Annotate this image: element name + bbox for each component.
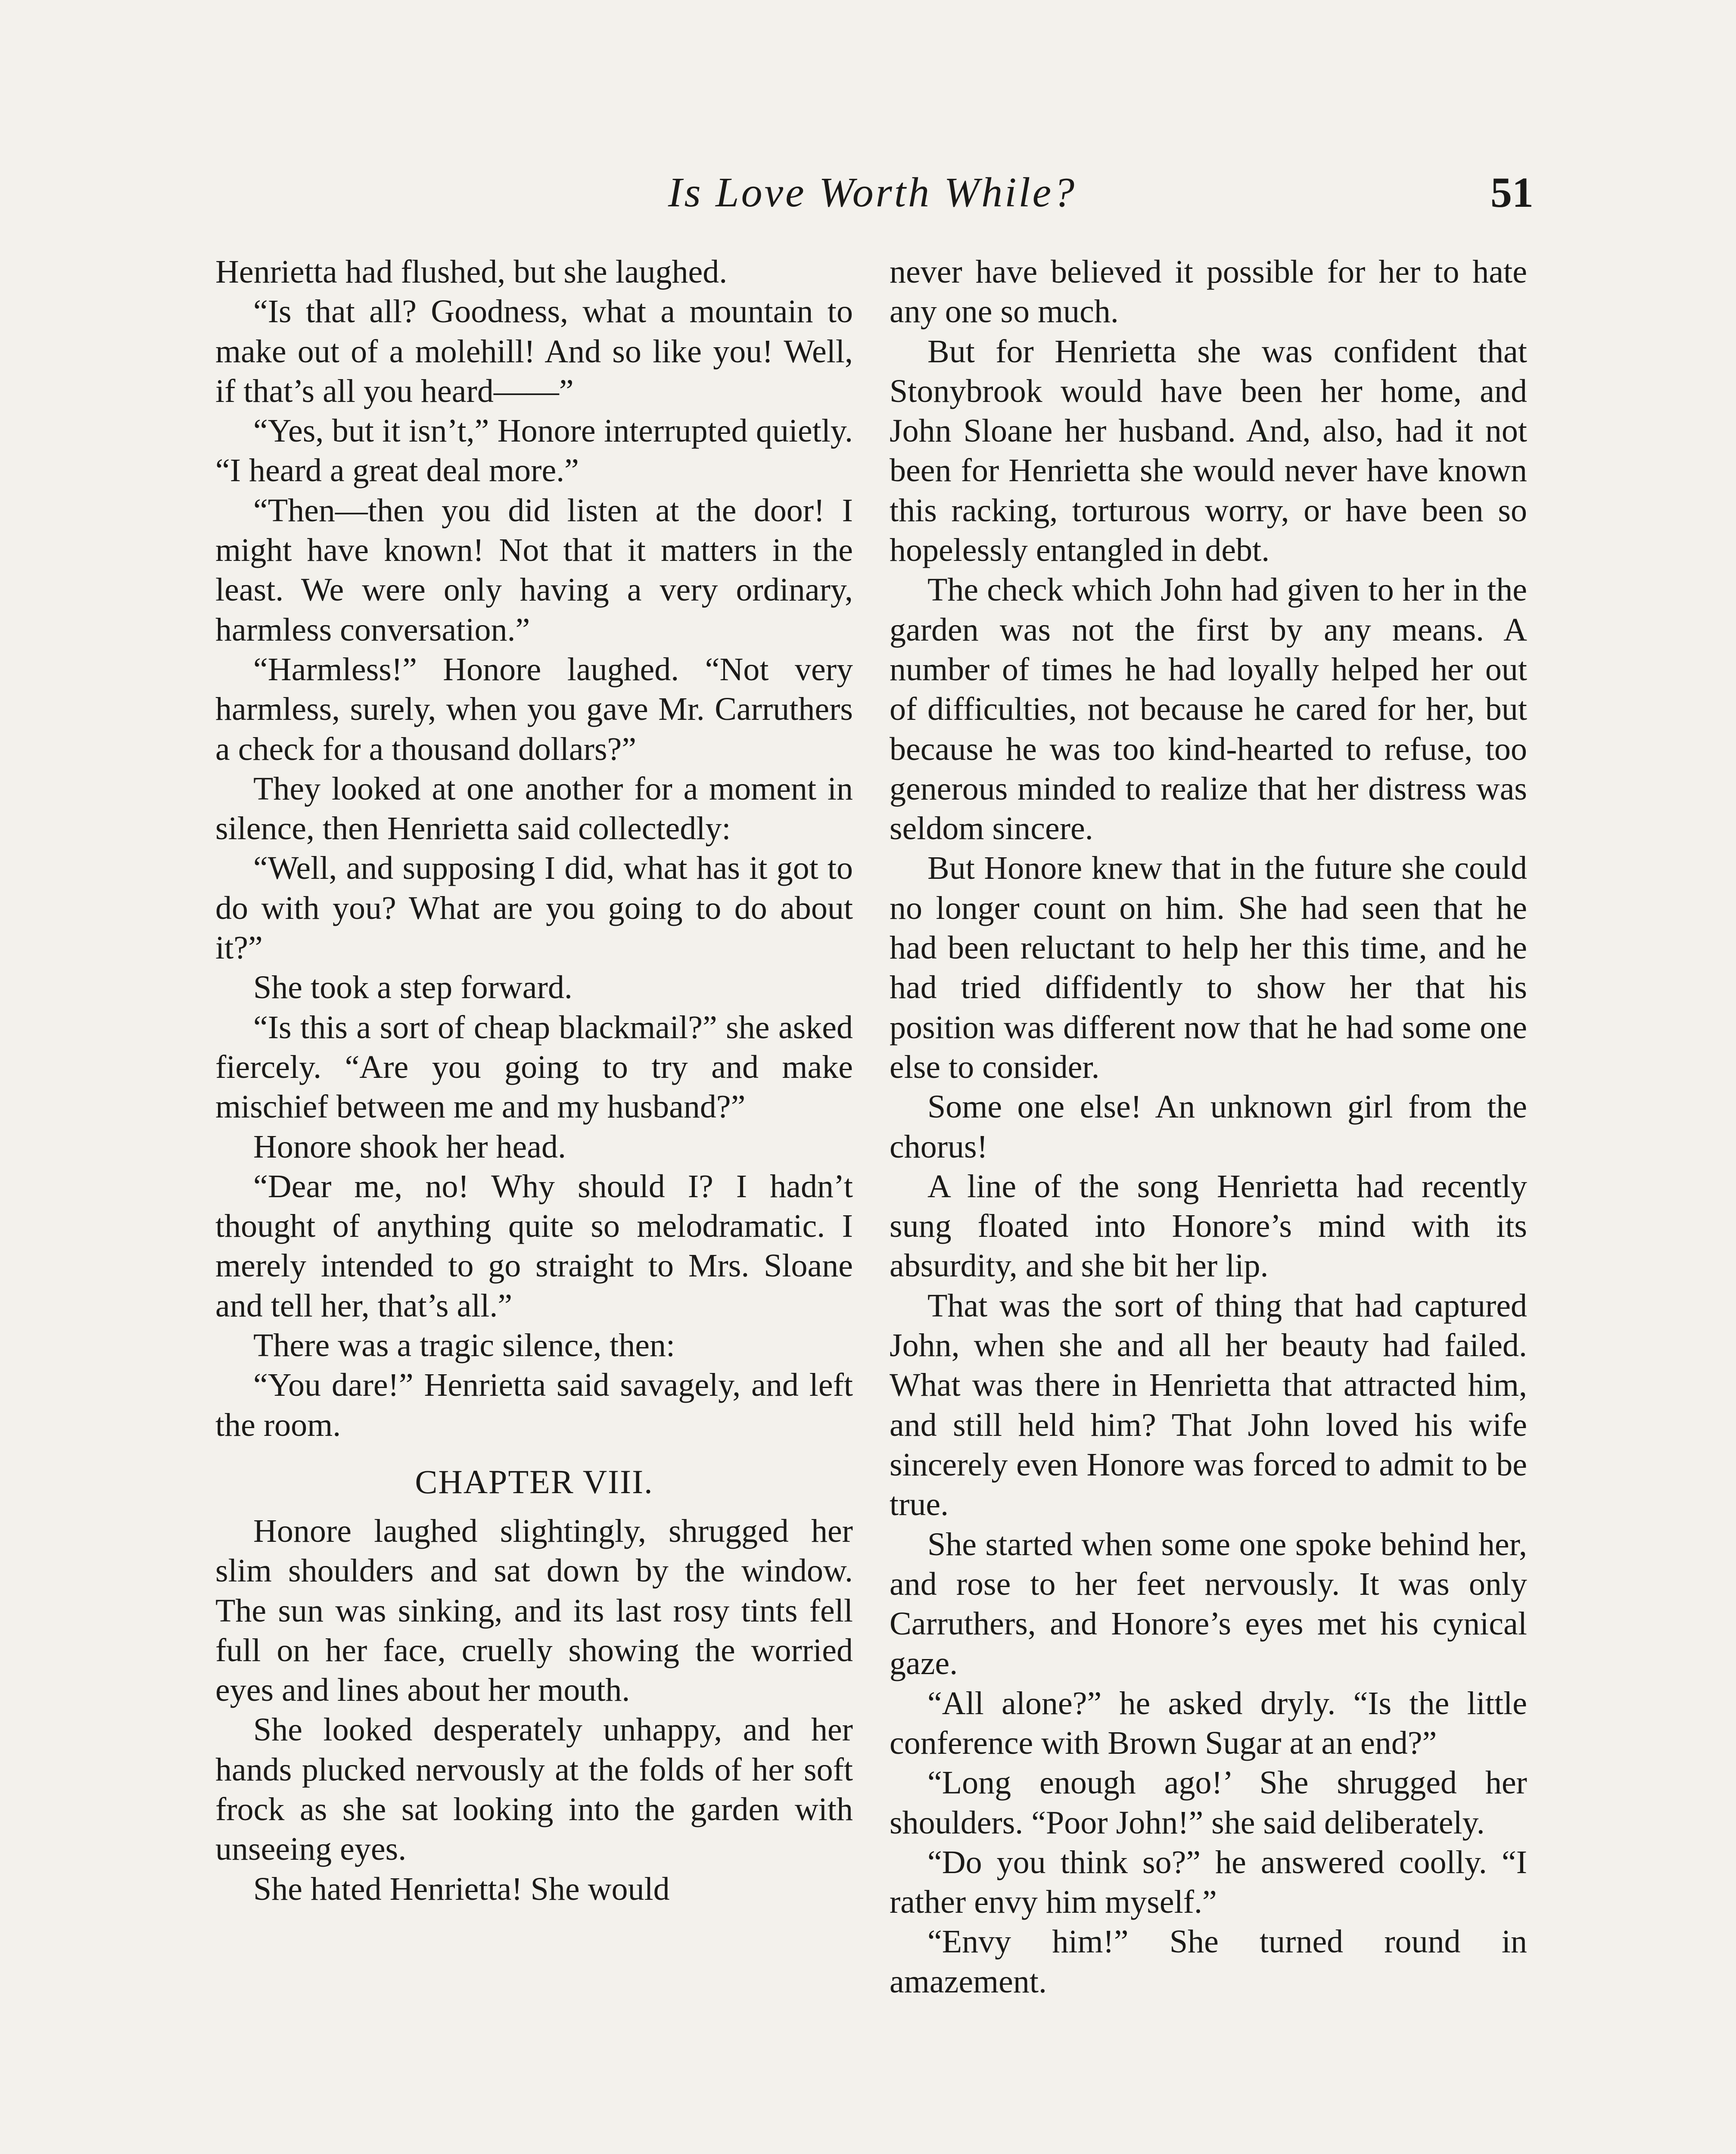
paragraph: She looked desperately unhappy, and her hands plucked nervously at the folds of her soft frock as she sat looking into the garden with unseeing eyes. [215, 1712, 853, 1868]
paragraph: There was a tragic silence, then: [253, 1327, 675, 1364]
paragraph: But for Henrietta she was confident that Stonybrook would have been her home, and John Sloane her husband. And, also, had it not been for Henrietta she would never have known this racking, torturous worry, or have been so hopelessly entangled in debt. [890, 333, 1527, 569]
page-number: 51 [1490, 168, 1534, 216]
paragraph: She hated Henrietta! She would [253, 1871, 670, 1907]
paragraph: “You dare!” Henrietta said savagely, and left the room. [215, 1367, 853, 1443]
page-header [211, 160, 1534, 225]
paragraph: “Is that all? Goodness, what a mountain to make out of a molehill! And so like you! Well, if that’s all you heard——” [215, 293, 853, 409]
paragraph: She started when some one spoke behind her, and rose to her feet nervously. It was only Carruthers, and Honore’s eyes met his cynical gaze. [890, 1526, 1527, 1682]
paragraph: Some one else! An unknown girl from the chorus! [890, 1089, 1527, 1165]
right-column [890, 252, 1527, 2001]
paragraph: They looked at one another for a moment in silence, then Henrietta said collectedly: [215, 770, 853, 847]
paragraph: A line of the song Henrietta had recently sung floated into Honore’s mind with its absurdity, and she bit her lip. [890, 1168, 1527, 1284]
paragraph: “Is this a sort of cheap blackmail?” she asked fiercely. “Are you going to try and make mischief between me and my husband?” [215, 1009, 853, 1125]
paragraph: “Then—then you did listen at the door! I might have known! Not that it matters in the least. We were only having a very ordinary, harmless conversation.” [215, 492, 853, 648]
chapter-heading: CHAPTER VIII. [415, 1463, 653, 1500]
paragraph: never have believed it possible for her to hate any one so much. [890, 254, 1527, 330]
running-title: Is Love Worth While? [668, 169, 1077, 216]
paragraph: She took a step forward. [253, 969, 572, 1006]
paragraph: “Envy him!” She turned round in amazement. [890, 1924, 1527, 2000]
paragraph: Honore shook her head. [253, 1128, 566, 1165]
paragraph: The check which John had given to her in the garden was not the first by any means. A number of times he had loyally helped her out of difficulties, not because he cared for her, but because he was too kind-hearted to refuse, too generous minded to realize that her distress was seldom sincere. [890, 572, 1527, 847]
paragraph: “Dear me, no! Why should I? I hadn’t thought of anything quite so melodramatic. I merely intended to go straight to Mrs. Sloane and tell her, that’s all.” [215, 1168, 853, 1324]
paragraph: But Honore knew that in the future she could no longer count on him. She had seen that he had been reluctant to help her this time, and he had tried diffidently to show her that his position was different now that he had some one else to consider. [890, 850, 1527, 1085]
paragraph: “Long enough ago!’ She shrugged her shoulders. “Poor John!” she said deliberately. [890, 1765, 1527, 1841]
paragraph: That was the sort of thing that had captured John, when she and all her beauty had failed. What was there in Henrietta that attracted him, and still held him? That John loved his wife sincerely even Honore was forced to admit to be true. [890, 1287, 1527, 1523]
paragraph: “Yes, but it isn’t,” Honore interrupted quietly. “I heard a great deal more.” [215, 413, 853, 489]
paragraph: “All alone?” he asked dryly. “Is the little conference with Brown Sugar at an end?” [890, 1685, 1527, 1761]
paragraph: Henrietta had flushed, but she laughed. [215, 254, 728, 290]
paragraph: “Well, and supposing I did, what has it got to do with you? What are you going to do about it?” [215, 850, 853, 966]
paragraph: “Harmless!” Honore laughed. “Not very harmless, surely, when you gave Mr. Carruthers a check for a thousand dollars?” [215, 651, 853, 767]
paragraph: “Do you think so?” he answered coolly. “I rather envy him myself.” [890, 1844, 1527, 1921]
paragraph: Honore laughed slightingly, shrugged her slim shoulders and sat down by the window. The sun was sinking, and its last rosy tints fell full on her face, cruelly showing the worried eyes and lines about her mouth. [215, 1513, 853, 1709]
left-column [215, 252, 853, 1909]
